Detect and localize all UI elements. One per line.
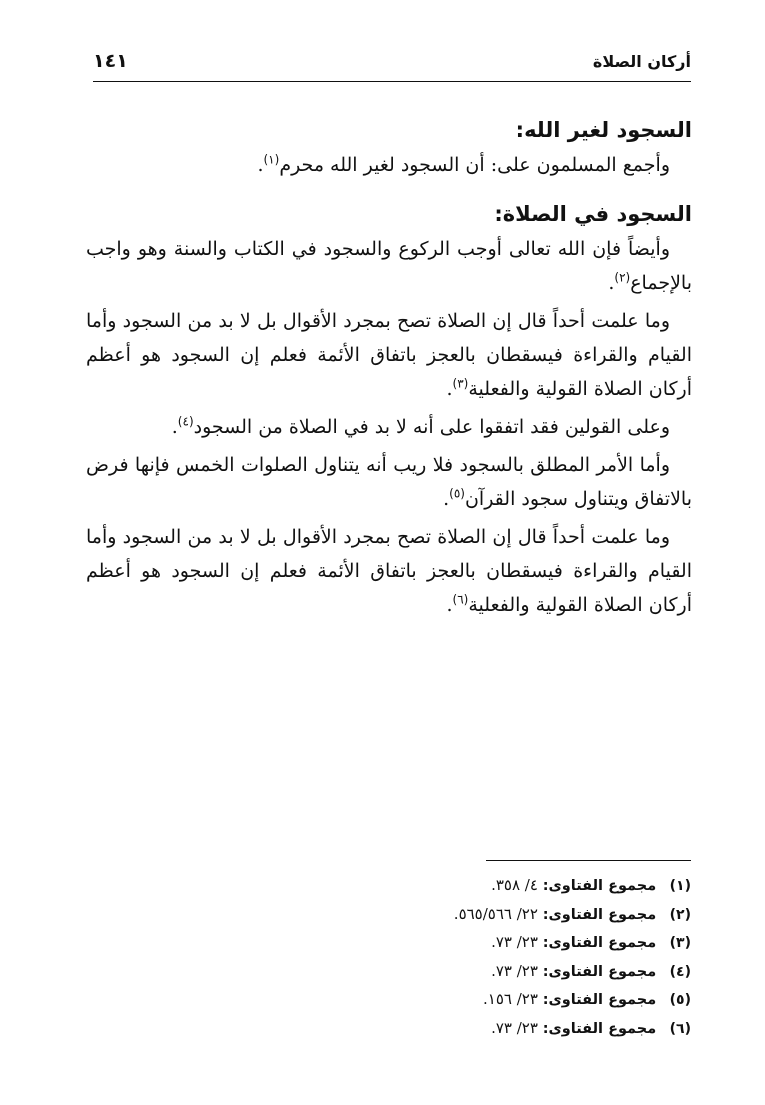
footnote-ref[interactable]: (٢) xyxy=(614,270,631,285)
footnote-source: مجموع الفتاوى: xyxy=(542,935,657,951)
paragraph-text: وأجمع المسلمون على: أن السجود لغير الله محرم xyxy=(279,154,670,176)
page-number: ١٤١ xyxy=(93,50,128,72)
footnote-number: (٣) xyxy=(669,935,691,951)
footnote-source: مجموع الفتاوى: xyxy=(542,878,657,894)
section-prostration-in-prayer xyxy=(86,196,692,622)
paragraph xyxy=(86,304,692,406)
footnote xyxy=(291,872,691,901)
paragraph-text: وعلى القولين فقد اتفقوا على أنه لا بد في الصلاة من السجود xyxy=(193,416,670,438)
section-prostration-to-other-than-god xyxy=(86,112,692,182)
footnote-source: مجموع الفتاوى: xyxy=(542,963,657,980)
footnote-source: مجموع الفتاوى: xyxy=(542,906,657,923)
footnote-ref[interactable]: (٥) xyxy=(449,486,465,501)
footnote xyxy=(291,1015,691,1044)
footnotes xyxy=(291,872,691,1043)
paragraph-end: . xyxy=(608,272,615,294)
main-text xyxy=(86,112,692,626)
footnote-ref[interactable]: (١) xyxy=(263,152,280,167)
footnote-ref[interactable]: (٦) xyxy=(452,592,469,607)
footnote-source: مجموع الفتاوى: xyxy=(542,992,657,1008)
paragraph xyxy=(86,232,692,300)
section-heading: السجود لغير الله: xyxy=(515,118,692,142)
paragraph xyxy=(86,520,692,622)
footnote-ref[interactable]: (٣) xyxy=(452,376,469,391)
paragraph-end: . xyxy=(446,594,453,616)
paragraph-end: . xyxy=(446,378,453,400)
footnote xyxy=(291,986,691,1015)
footnote-location: ٢٢/ ٥٦٥/٥٦٦. xyxy=(453,904,538,923)
paragraph-end: . xyxy=(171,416,178,438)
footnote-location: ٤/ ٣٥٨. xyxy=(491,876,538,894)
footnote-number: (٦) xyxy=(669,1020,691,1037)
footnote-source: مجموع الفتاوى: xyxy=(542,1020,657,1037)
paragraph-text: وما علمت أحداً قال إن الصلاة تصح بمجرد الأقوال بل لا بد من السجود وأما القيام والقراءة فيسقطان بالعجز باتفاق الأئمة فعلم إن السجود هو أعظم أركان الصلاة القولية والفعلية xyxy=(86,310,692,400)
footnote xyxy=(291,929,691,958)
header-rule xyxy=(93,81,691,82)
running-header xyxy=(93,50,691,80)
footnote-location: ٢٣/ ٧٣. xyxy=(491,933,538,951)
chapter-title: أركان الصلاة xyxy=(592,52,691,71)
paragraph xyxy=(86,410,692,444)
paragraph-text: وما علمت أحداً قال إن الصلاة تصح بمجرد الأقوال بل لا بد من السجود وأما القيام والقراءة فيسقطان بالعجز باتفاق الأئمة فعلم إن السجود هو أعظم أركان الصلاة القولية والفعلية xyxy=(86,526,692,616)
paragraph-text: وأما الأمر المطلق بالسجود فلا ريب أنه يتناول الصلوات الخمس فإنها فرض بالاتفاق ويتناول سجود القرآن xyxy=(86,454,692,510)
footnote-ref[interactable]: (٤) xyxy=(177,414,194,429)
footnote-number: (٤) xyxy=(669,963,691,980)
footnote xyxy=(291,958,691,987)
footnote-number: (١) xyxy=(669,878,691,894)
footnote xyxy=(291,901,691,930)
paragraph-text: وأيضاً فإن الله تعالى أوجب الركوع والسجود في الكتاب والسنة وهو واجب بالإجماع xyxy=(86,238,692,294)
paragraph xyxy=(86,448,692,516)
footnote-location: ٢٣/ ٧٣. xyxy=(491,961,538,980)
footnote-number: (٥) xyxy=(669,992,691,1008)
footnote-number: (٢) xyxy=(669,906,691,923)
paragraph-end: . xyxy=(257,154,264,176)
section-heading: السجود في الصلاة: xyxy=(494,202,692,226)
paragraph xyxy=(86,148,692,182)
paragraph-end: . xyxy=(443,488,450,510)
footnote-location: ٢٣/ ١٥٦. xyxy=(483,990,538,1008)
footnote-rule xyxy=(486,860,691,861)
footnote-location: ٢٣/ ٧٣. xyxy=(491,1018,538,1037)
